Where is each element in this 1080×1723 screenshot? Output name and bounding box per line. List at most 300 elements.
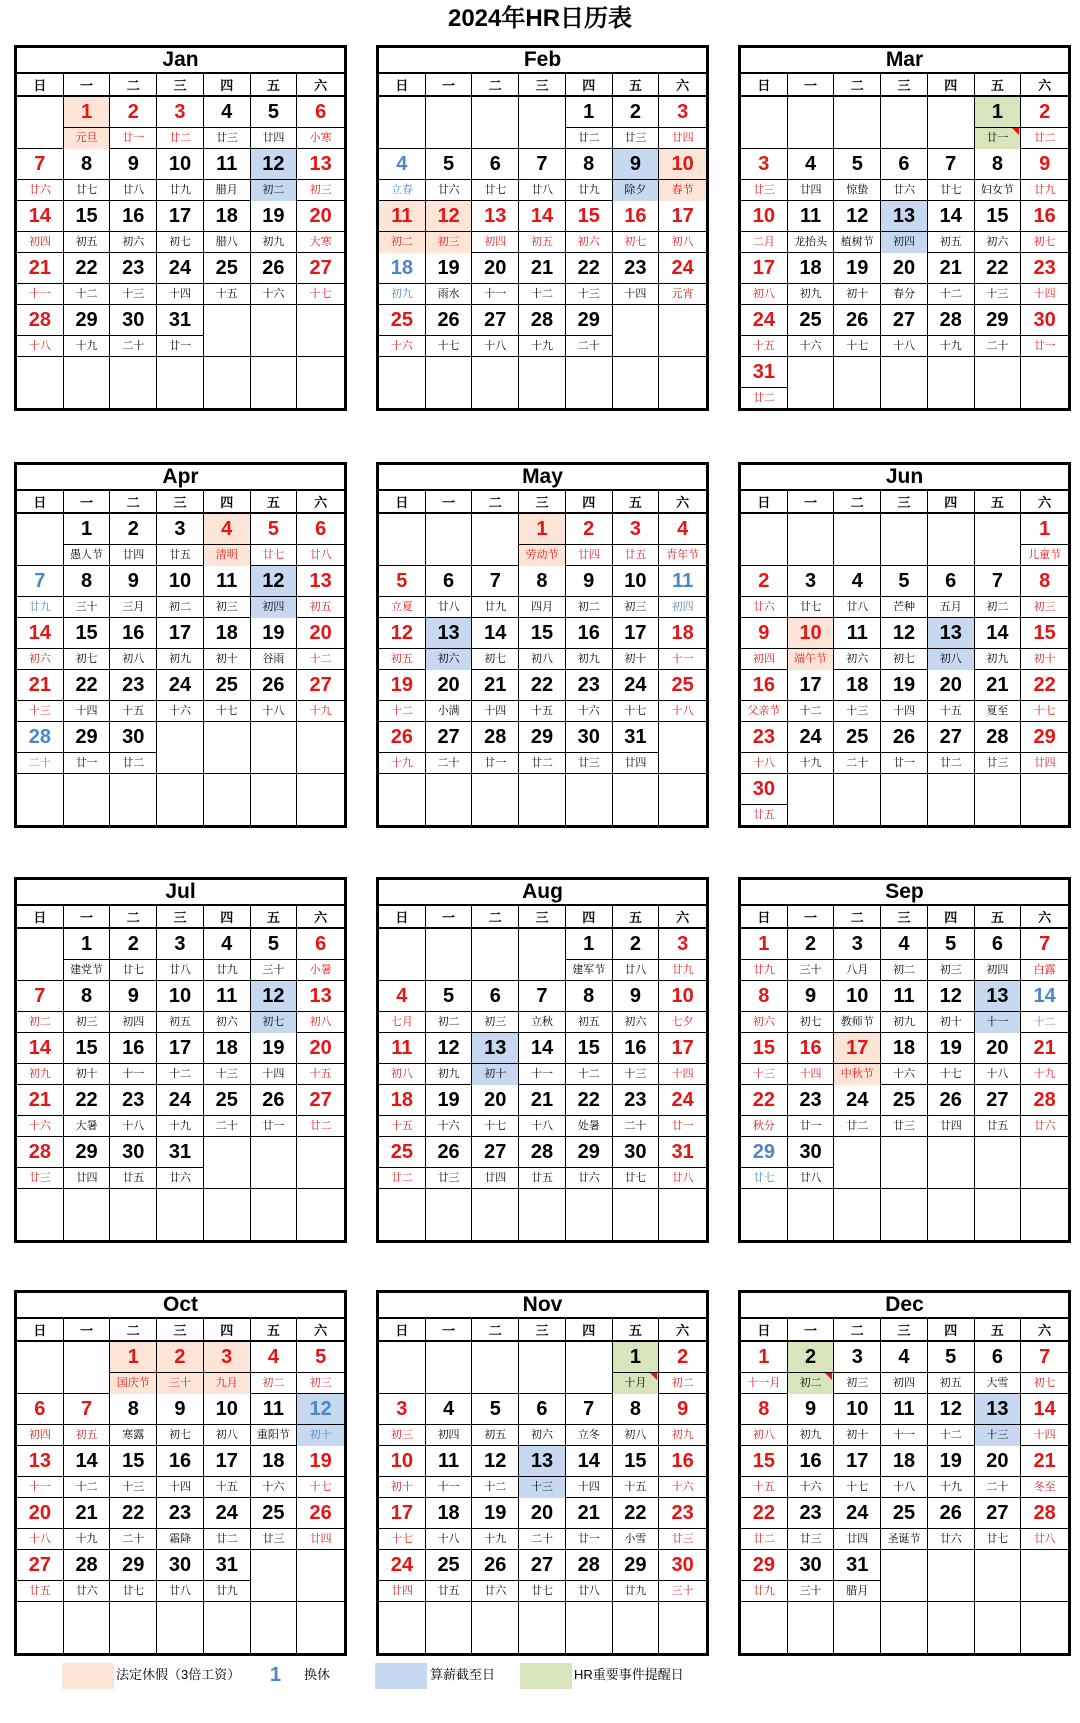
lunar-label: 十三 (110, 283, 156, 305)
lunar-label: 十五 (613, 1476, 659, 1498)
day-number: 25 (892, 1502, 916, 1524)
lunar-label: 三十 (157, 1372, 203, 1394)
day-number: 8 (81, 570, 93, 592)
day-cell (110, 1137, 157, 1189)
lunar-label: 初九 (379, 283, 425, 305)
day-number: 1 (613, 1342, 659, 1372)
day-cell (834, 1550, 881, 1602)
day-cell (297, 514, 344, 566)
lunar-label: 初九 (251, 231, 297, 253)
day-cell (834, 1342, 881, 1394)
day-cell (928, 1085, 975, 1137)
lunar-label: 初十 (928, 1011, 974, 1033)
empty-cell (426, 1342, 473, 1394)
day-cell (110, 1394, 157, 1446)
weekday-header: 三 (519, 74, 566, 97)
lunar-label: 初五 (928, 1372, 974, 1394)
day-number: 30 (577, 726, 600, 748)
lunar-label: 廿七 (472, 179, 518, 201)
day-cell (297, 1498, 344, 1550)
weekday-header: 四 (928, 74, 975, 97)
day-cell (881, 929, 928, 981)
lunar-label: 廿七 (613, 1167, 659, 1189)
blank (519, 387, 565, 408)
empty-cell (110, 357, 157, 409)
blank (17, 804, 63, 825)
day-cell (566, 1550, 613, 1602)
blank (975, 804, 1021, 825)
day-cell (379, 1085, 426, 1137)
lunar-label: 初六 (834, 648, 880, 670)
day-cell (204, 1446, 251, 1498)
blank (566, 1372, 612, 1393)
empty-cell (613, 774, 660, 826)
day-number: 8 (758, 1398, 770, 1420)
day-cell (204, 253, 251, 305)
day-cell (975, 981, 1022, 1033)
day-cell (1021, 1394, 1068, 1446)
lunar-label: 初七 (1021, 1372, 1068, 1394)
blank (1021, 1167, 1068, 1188)
day-number: 18 (846, 674, 869, 696)
day-cell (741, 1446, 788, 1498)
empty-cell (17, 357, 64, 409)
empty-cell (379, 1189, 426, 1241)
day-number: 2 (127, 101, 139, 123)
empty-cell (928, 774, 975, 826)
weekday-header: 六 (1021, 906, 1068, 929)
day-number: 23 (671, 1502, 694, 1524)
day-cell (834, 305, 881, 357)
lunar-label: 妇女节 (975, 179, 1021, 201)
blank (297, 1632, 344, 1653)
day-cell (566, 253, 613, 305)
lunar-label: 初三 (834, 1372, 880, 1394)
day-number: 2 (677, 1346, 689, 1368)
day-number: 16 (624, 1037, 647, 1059)
lunar-label: 十九 (1021, 1063, 1068, 1085)
lunar-label: 廿六 (881, 179, 927, 201)
lunar-label: 七夕 (659, 1011, 706, 1033)
blank (251, 1632, 297, 1653)
weekday-header: 三 (881, 491, 928, 514)
day-cell (251, 201, 298, 253)
weekday-header: 日 (379, 74, 426, 97)
day-cell (881, 1033, 928, 1085)
day-cell (379, 722, 426, 774)
lunar-label: 廿七 (928, 179, 974, 201)
lunar-label: 廿九 (613, 1580, 659, 1602)
day-cell (64, 1033, 111, 1085)
day-number: 16 (122, 622, 145, 644)
day-cell (741, 1394, 788, 1446)
day-number: 12 (939, 985, 962, 1007)
day-number: 12 (251, 981, 297, 1011)
lunar-label: 春节 (659, 179, 706, 201)
lunar-label: 廿三 (881, 1115, 927, 1137)
day-number: 24 (168, 674, 192, 696)
weekday-header: 四 (928, 491, 975, 514)
blank (881, 774, 927, 804)
day-number: 3 (396, 1398, 408, 1420)
lunar-label: 廿八 (110, 179, 156, 201)
lunar-label: 初九 (881, 1011, 927, 1033)
empty-cell (251, 357, 298, 409)
day-number: 9 (613, 149, 659, 179)
empty-cell (297, 1602, 344, 1654)
empty-cell (17, 1189, 64, 1241)
empty-cell (1021, 774, 1068, 826)
day-cell (472, 1498, 519, 1550)
day-number: 22 (577, 257, 600, 279)
lunar-label: 秋分 (741, 1115, 787, 1137)
day-number: 31 (846, 1554, 869, 1576)
month-name: May (379, 465, 706, 491)
lunar-label: 初八 (379, 1063, 425, 1085)
day-number: 21 (28, 1089, 51, 1111)
day-number: 26 (309, 1502, 332, 1524)
day-cell (17, 1498, 64, 1550)
lunar-label: 十八 (472, 335, 518, 357)
day-cell (472, 1550, 519, 1602)
day-number: 26 (390, 726, 413, 748)
day-cell (472, 1446, 519, 1498)
day-number: 19 (309, 1450, 332, 1472)
lunar-label: 初三 (1021, 596, 1068, 618)
blank (251, 1167, 297, 1188)
day-cell (17, 670, 64, 722)
blank (975, 544, 1021, 565)
blank (788, 97, 834, 127)
lunar-label: 初七 (1021, 231, 1068, 253)
day-number: 1 (758, 1346, 770, 1368)
lunar-label: 十五 (110, 700, 156, 722)
empty-cell (881, 774, 928, 826)
blank (426, 127, 472, 148)
day-number: 25 (215, 257, 238, 279)
day-number: 23 (624, 257, 647, 279)
day-cell (64, 1446, 111, 1498)
day-cell (788, 618, 835, 670)
day-cell (788, 201, 835, 253)
day-number: 17 (624, 622, 647, 644)
day-number: 24 (846, 1089, 869, 1111)
empty-cell (519, 1189, 566, 1241)
blank (928, 1167, 974, 1188)
lunar-label: 十三 (834, 700, 880, 722)
blank (613, 1632, 659, 1653)
month-name: Jun (741, 465, 1068, 491)
empty-cell (472, 1342, 519, 1394)
day-number: 4 (267, 1346, 279, 1368)
empty-cell (204, 722, 251, 774)
day-cell (566, 1498, 613, 1550)
weekday-header: 日 (17, 491, 64, 514)
day-number: 7 (489, 570, 501, 592)
day-cell (426, 1446, 473, 1498)
day-number: 31 (168, 309, 192, 331)
lunar-label: 十一 (426, 1476, 472, 1498)
blank (741, 514, 787, 544)
lunar-label: 十七 (297, 1476, 344, 1498)
lunar-label: 廿二 (519, 752, 565, 774)
day-number: 25 (262, 1502, 285, 1524)
lunar-label: 廿三 (426, 1167, 472, 1189)
day-cell (297, 97, 344, 149)
day-cell (297, 981, 344, 1033)
lunar-label: 腊八 (204, 231, 250, 253)
day-number: 23 (122, 1089, 145, 1111)
blank (251, 1189, 297, 1219)
lunar-label: 廿七 (788, 596, 834, 618)
day-cell (975, 670, 1022, 722)
lunar-label: 初六 (17, 648, 63, 670)
day-cell (659, 1498, 706, 1550)
day-number: 11 (391, 1037, 413, 1059)
blank (834, 514, 880, 544)
lunar-label: 三月 (110, 596, 156, 618)
day-cell (881, 201, 928, 253)
empty-cell (519, 357, 566, 409)
lunar-label: 十八 (17, 335, 63, 357)
day-cell (64, 722, 111, 774)
day-cell (566, 201, 613, 253)
lunar-label: 初四 (741, 648, 787, 670)
lunar-label: 寒露 (110, 1424, 156, 1446)
day-cell (1021, 981, 1068, 1033)
blank (1021, 387, 1068, 408)
day-number: 12 (892, 622, 916, 644)
empty-cell (297, 357, 344, 409)
blank (426, 1372, 472, 1393)
empty-cell (741, 1189, 788, 1241)
day-number: 10 (390, 1450, 413, 1472)
blank (17, 1602, 63, 1632)
blank (566, 357, 612, 387)
day-number: 17 (390, 1502, 413, 1524)
day-number: 20 (986, 1037, 1009, 1059)
day-cell (975, 1085, 1022, 1137)
day-number: 22 (122, 1502, 145, 1524)
day-cell (975, 722, 1022, 774)
month-mar (738, 45, 1071, 411)
day-number: 29 (752, 1554, 775, 1576)
day-cell (1021, 929, 1068, 981)
lunar-label: 十八 (110, 1115, 156, 1137)
day-cell (928, 722, 975, 774)
lunar-label: 大寒 (297, 231, 344, 253)
lunar-label: 初九 (788, 1424, 834, 1446)
lunar-label: 十八 (251, 700, 297, 722)
day-number: 21 (577, 1502, 600, 1524)
day-cell (251, 1085, 298, 1137)
day-number: 22 (752, 1502, 775, 1524)
lunar-label: 十八 (881, 1476, 927, 1498)
weekday-header: 二 (834, 491, 881, 514)
day-number: 9 (583, 570, 595, 592)
lunar-label: 廿三 (659, 1528, 706, 1550)
day-cell (613, 1498, 660, 1550)
blank (472, 514, 518, 544)
lunar-label: 三十 (788, 1580, 834, 1602)
lunar-label: 十九 (519, 335, 565, 357)
blank (472, 1219, 518, 1240)
lunar-label: 廿六 (1021, 1115, 1068, 1137)
day-cell (64, 201, 111, 253)
day-number: 7 (34, 985, 46, 1007)
blank (17, 357, 63, 387)
weekday-header: 五 (251, 1319, 298, 1342)
day-cell (251, 97, 298, 149)
blank (834, 1219, 880, 1240)
blank (379, 127, 425, 148)
day-number: 18 (892, 1450, 916, 1472)
day-number: 25 (390, 1141, 413, 1163)
day-cell (157, 1550, 204, 1602)
lunar-label: 劳动节 (519, 544, 565, 566)
day-cell (110, 566, 157, 618)
blank (472, 774, 518, 804)
lunar-label: 除夕 (613, 179, 659, 201)
empty-cell (17, 1342, 64, 1394)
day-number: 28 (939, 309, 962, 331)
day-number: 30 (624, 1141, 647, 1163)
day-cell (928, 1446, 975, 1498)
empty-cell (110, 774, 157, 826)
day-cell (519, 201, 566, 253)
blank (1021, 1602, 1068, 1632)
lunar-label: 廿八 (566, 1580, 612, 1602)
blank (834, 1189, 880, 1219)
lunar-label: 初六 (426, 648, 472, 670)
day-number: 31 (671, 1141, 694, 1163)
blank (251, 335, 297, 356)
day-cell (613, 929, 660, 981)
day-cell (881, 618, 928, 670)
day-cell (472, 149, 519, 201)
blank (426, 1632, 472, 1653)
day-number: 11 (846, 622, 868, 644)
empty-cell (204, 774, 251, 826)
day-number: 27 (28, 1554, 51, 1576)
empty-cell (251, 722, 298, 774)
day-grid (379, 491, 706, 826)
weekday-header: 六 (297, 491, 344, 514)
day-number: 17 (846, 1450, 869, 1472)
empty-cell (157, 774, 204, 826)
day-cell (928, 929, 975, 981)
day-number: 1 (81, 518, 93, 540)
empty-cell (834, 1137, 881, 1189)
empty-cell (975, 514, 1022, 566)
empty-cell (204, 357, 251, 409)
month-feb (376, 45, 709, 411)
empty-cell (881, 514, 928, 566)
day-cell (519, 1446, 566, 1498)
day-number: 5 (489, 1398, 501, 1420)
month-name: Feb (379, 48, 706, 74)
lunar-label: 初四 (110, 1011, 156, 1033)
day-number: 11 (262, 1398, 284, 1420)
day-cell (204, 1394, 251, 1446)
lunar-label: 二月 (741, 231, 787, 253)
blank (659, 774, 706, 804)
day-number: 12 (484, 1450, 507, 1472)
day-number: 8 (583, 153, 595, 175)
day-cell (788, 253, 835, 305)
empty-cell (1021, 1189, 1068, 1241)
empty-cell (1021, 1602, 1068, 1654)
day-cell (157, 1033, 204, 1085)
blank (881, 514, 927, 544)
empty-cell (204, 1602, 251, 1654)
day-cell (426, 1550, 473, 1602)
day-number: 17 (752, 257, 775, 279)
weekday-header: 日 (379, 1319, 426, 1342)
lunar-label: 廿八 (1021, 1528, 1068, 1550)
lunar-label: 廿九 (204, 1580, 250, 1602)
lunar-label: 教师节 (834, 1011, 880, 1033)
blank (297, 387, 344, 408)
day-cell (204, 1550, 251, 1602)
lunar-label: 初四 (659, 596, 706, 618)
day-number: 19 (262, 1037, 285, 1059)
blank (204, 1167, 250, 1188)
blank (788, 774, 834, 804)
lunar-label: 初三 (613, 596, 659, 618)
day-number: 9 (758, 622, 770, 644)
day-number: 19 (892, 674, 916, 696)
blank (64, 1372, 110, 1393)
day-number: 7 (1039, 1346, 1051, 1368)
day-cell (157, 201, 204, 253)
blank (566, 387, 612, 408)
weekday-header: 二 (110, 491, 157, 514)
day-cell (788, 305, 835, 357)
day-number: 25 (215, 1089, 238, 1111)
lunar-label: 初九 (566, 648, 612, 670)
day-cell (881, 722, 928, 774)
day-cell (659, 1085, 706, 1137)
lunar-label: 廿六 (426, 179, 472, 201)
weekday-header: 五 (975, 906, 1022, 929)
blank (204, 1602, 250, 1632)
month-jan (14, 45, 347, 411)
day-number: 25 (215, 674, 238, 696)
weekday-header: 一 (426, 74, 473, 97)
day-number: 16 (122, 205, 145, 227)
day-cell (659, 670, 706, 722)
blank (519, 127, 565, 148)
day-number: 13 (309, 570, 332, 592)
day-cell (975, 1498, 1022, 1550)
day-cell (64, 305, 111, 357)
blank (881, 1580, 927, 1601)
day-cell (204, 1342, 251, 1394)
day-cell (659, 929, 706, 981)
day-number: 5 (396, 570, 408, 592)
legend-holiday-swatch (62, 1663, 114, 1689)
day-number: 5 (267, 101, 279, 123)
day-cell (659, 1033, 706, 1085)
day-number: 26 (892, 726, 916, 748)
lunar-label: 初九 (17, 1063, 63, 1085)
day-cell (157, 514, 204, 566)
lunar-label: 廿八 (519, 179, 565, 201)
month-nov (376, 1290, 709, 1656)
lunar-label: 十四 (659, 1063, 706, 1085)
day-cell (426, 670, 473, 722)
